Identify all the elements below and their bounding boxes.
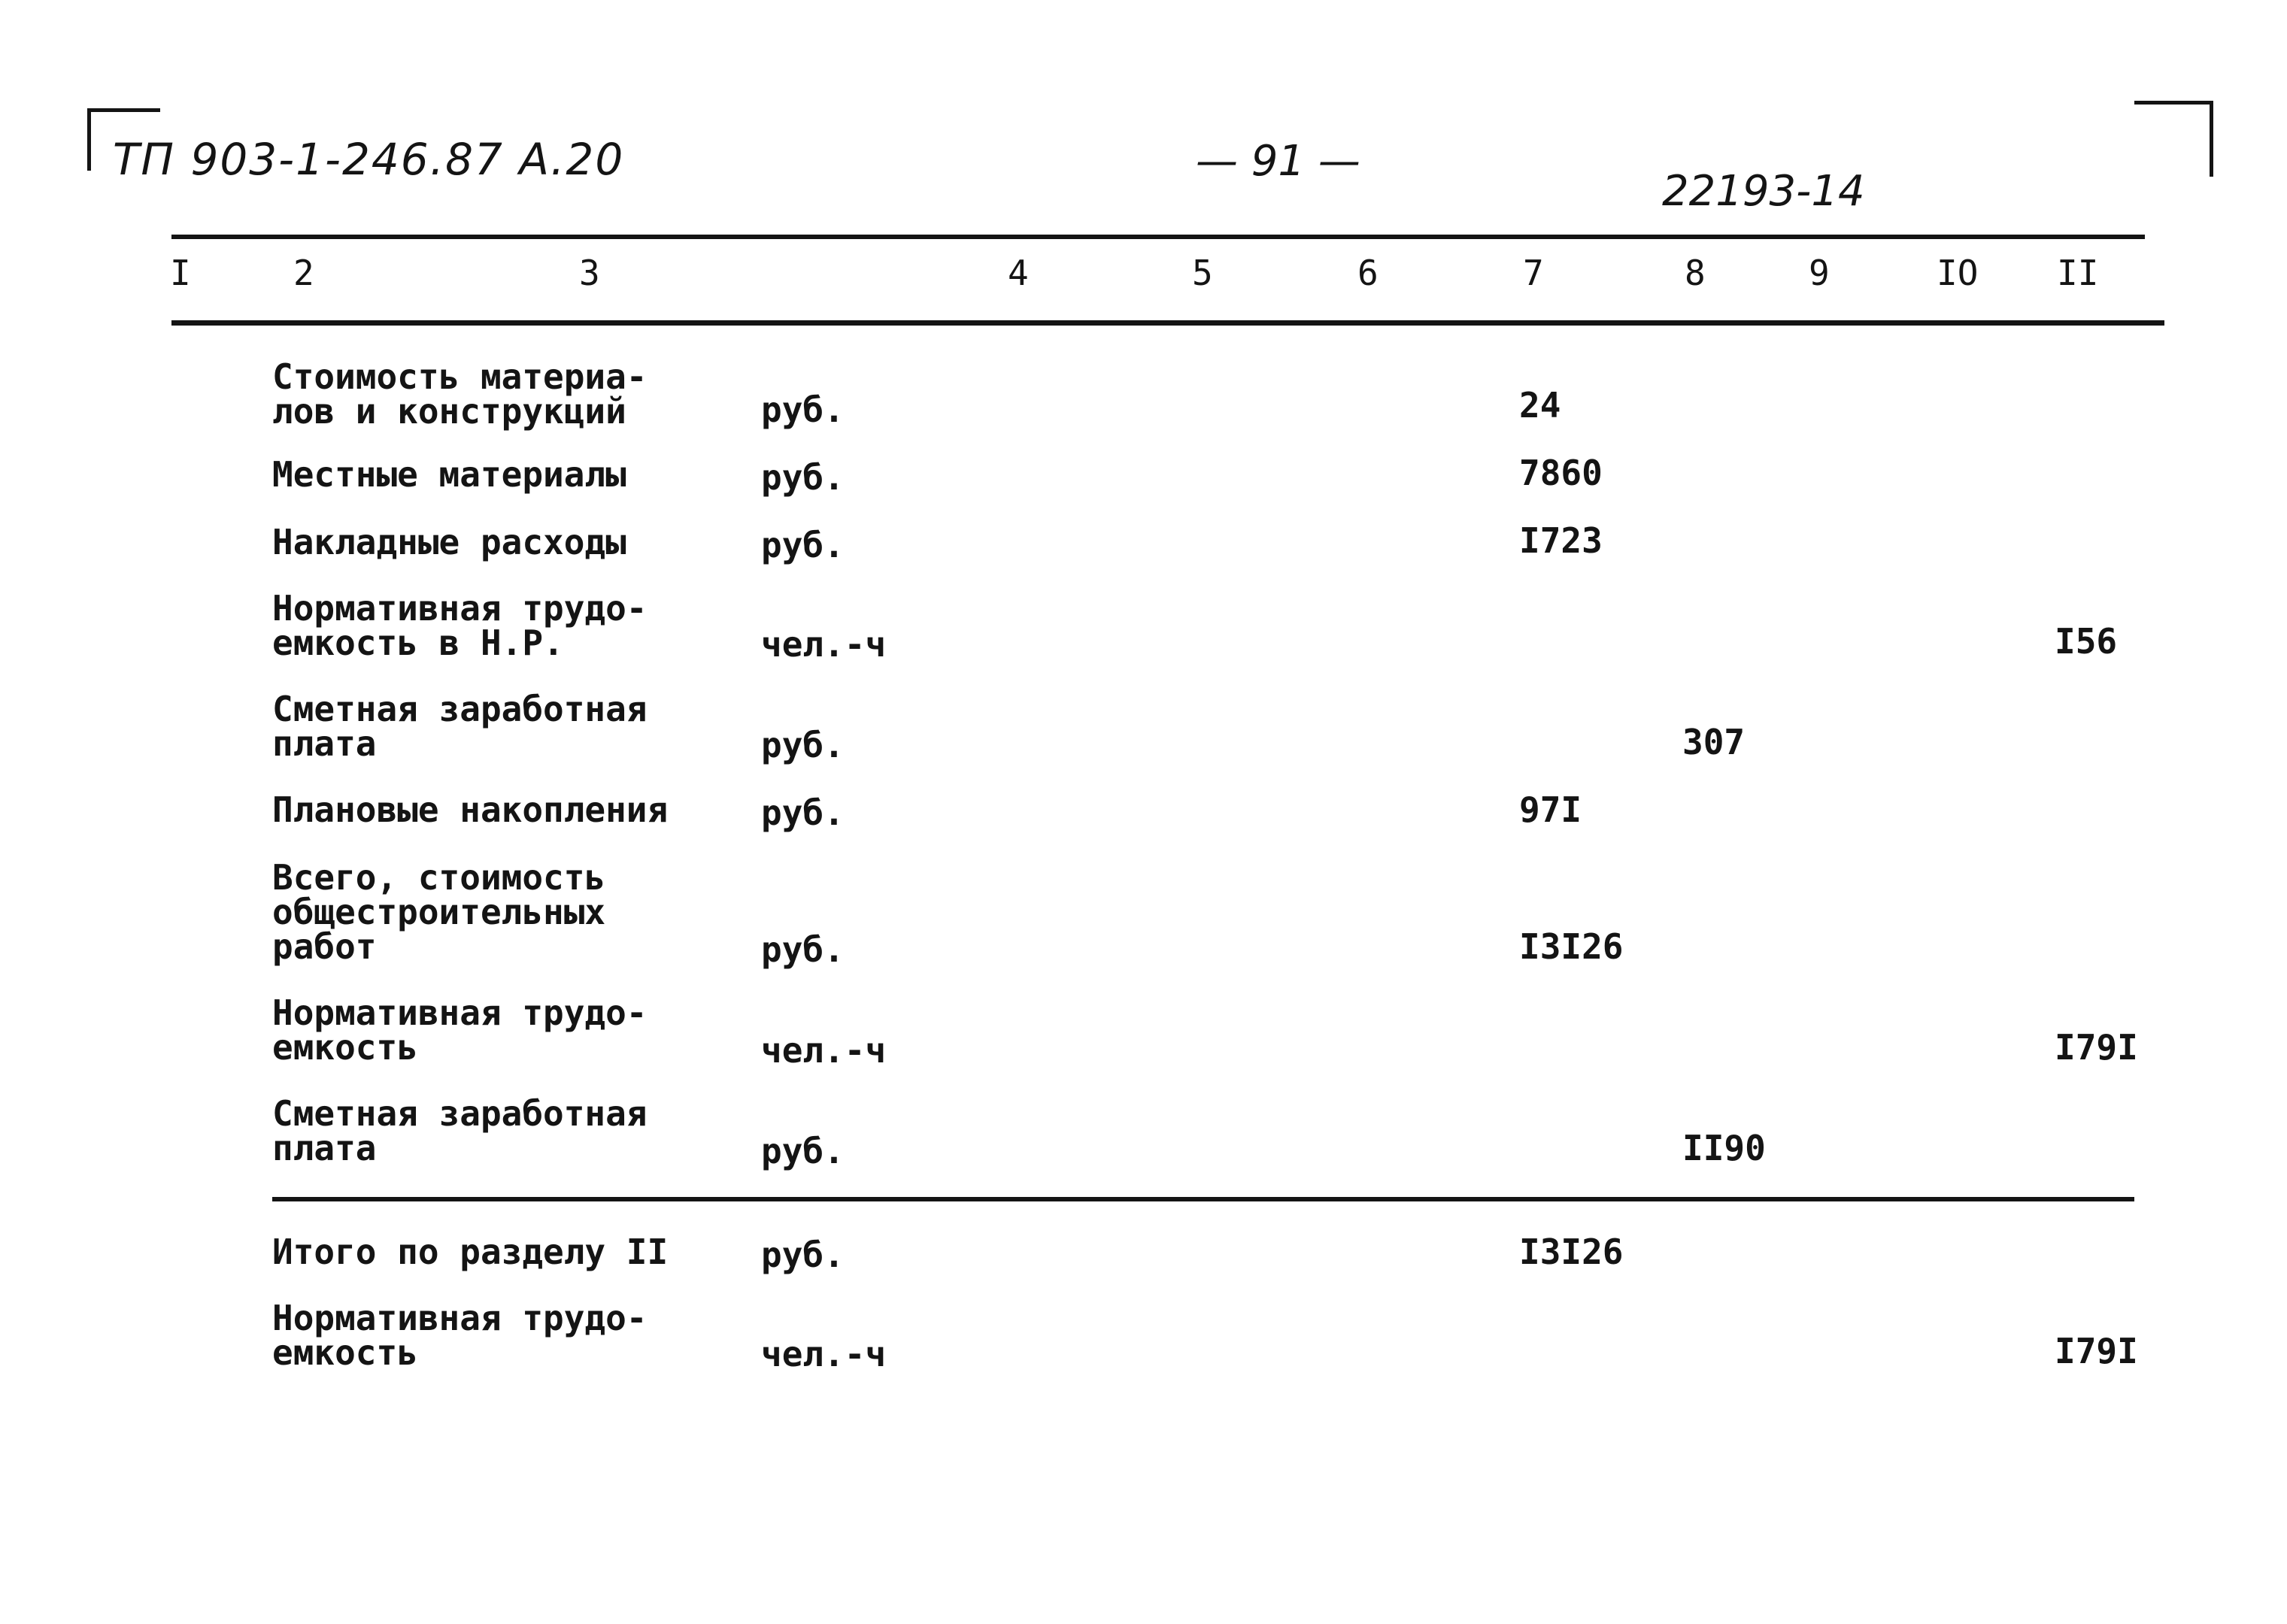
row-label-line: Накладные расходы bbox=[272, 522, 626, 562]
row-label bbox=[272, 1298, 648, 1373]
row-label-line: Нормативная трудо- bbox=[272, 1298, 648, 1338]
column-header-9: 9 bbox=[1809, 253, 1830, 293]
row-label bbox=[272, 1232, 669, 1272]
row-label-line: Сметная заработная bbox=[272, 1093, 648, 1134]
row-unit: чел.-ч bbox=[761, 1030, 887, 1071]
column-header-10: IO bbox=[1937, 253, 1979, 293]
row-label-line: Сметная заработная bbox=[272, 689, 648, 729]
column-header-6: 6 bbox=[1357, 253, 1379, 293]
row-label-line: Нормативная трудо- bbox=[272, 588, 648, 629]
column-header-4: 4 bbox=[1008, 253, 1029, 293]
column-header-5: 5 bbox=[1192, 253, 1213, 293]
row-label-line: Местные материалы bbox=[272, 454, 626, 495]
row-unit: руб. bbox=[761, 725, 845, 765]
row-unit: чел.-ч bbox=[761, 624, 887, 665]
corner-mark-top-right bbox=[2134, 101, 2213, 177]
row-label-line: плата bbox=[272, 723, 377, 764]
row-value-col7: I3I26 bbox=[1519, 926, 1624, 967]
row-value-col11: I79I bbox=[2055, 1331, 2138, 1371]
row-unit: руб. bbox=[761, 792, 845, 833]
row-unit: руб. bbox=[761, 1131, 845, 1171]
row-label-line: Стоимость материа- bbox=[272, 356, 648, 397]
row-label-line: лов и конструкций bbox=[272, 391, 626, 432]
row-unit: руб. bbox=[761, 457, 845, 498]
row-value-col7: I3I26 bbox=[1519, 1232, 1624, 1272]
row-label-line: работ bbox=[272, 926, 377, 967]
row-value-col7: 24 bbox=[1519, 385, 1561, 426]
column-header-3: 3 bbox=[579, 253, 600, 293]
row-label bbox=[272, 1093, 648, 1168]
row-unit: руб. bbox=[761, 929, 845, 970]
header-bottom-rule bbox=[171, 320, 2164, 326]
column-header-1: I bbox=[170, 253, 191, 293]
document-code: ТП 903-1-246.87 А.20 bbox=[113, 134, 625, 185]
row-unit: руб. bbox=[761, 525, 845, 565]
row-unit: руб. bbox=[761, 389, 845, 430]
row-label bbox=[272, 789, 669, 830]
row-label-line: Нормативная трудо- bbox=[272, 992, 648, 1033]
row-label-line: Плановые накопления bbox=[272, 789, 669, 830]
row-label bbox=[272, 588, 648, 663]
row-value-col8: 307 bbox=[1682, 722, 1746, 762]
row-value-col11: I79I bbox=[2055, 1027, 2138, 1068]
row-label bbox=[272, 992, 648, 1068]
column-header-7: 7 bbox=[1523, 253, 1544, 293]
row-label-line: емкость bbox=[272, 1332, 418, 1373]
row-unit: руб. bbox=[761, 1235, 845, 1275]
row-value-col8: II90 bbox=[1682, 1128, 1766, 1168]
row-label bbox=[272, 454, 626, 495]
row-label-line: емкость bbox=[272, 1027, 418, 1068]
row-value-col7: 97I bbox=[1519, 789, 1582, 830]
column-header-11: II bbox=[2057, 253, 2099, 293]
row-label-line: плата bbox=[272, 1128, 377, 1168]
row-label-line: общестроительных bbox=[272, 892, 606, 932]
row-label-line: Всего, стоимость bbox=[272, 857, 606, 898]
column-header-8: 8 bbox=[1685, 253, 1706, 293]
page-number: — 91 — bbox=[1196, 137, 1360, 186]
sheet-code: 22193-14 bbox=[1662, 167, 1865, 216]
row-unit: чел.-ч bbox=[761, 1334, 887, 1374]
column-header-2: 2 bbox=[293, 253, 314, 293]
row-label bbox=[272, 522, 626, 562]
section-total-rule bbox=[272, 1197, 2134, 1201]
header-top-rule bbox=[171, 235, 2145, 239]
row-value-col11: I56 bbox=[2055, 621, 2118, 662]
row-value-col7: I723 bbox=[1519, 520, 1603, 561]
row-label bbox=[272, 857, 606, 967]
row-label-line: Итого по разделу II bbox=[272, 1232, 669, 1272]
row-value-col7: 7860 bbox=[1519, 453, 1603, 493]
row-label bbox=[272, 356, 648, 432]
row-label bbox=[272, 689, 648, 764]
row-label-line: емкость в Н.Р. bbox=[272, 623, 564, 663]
